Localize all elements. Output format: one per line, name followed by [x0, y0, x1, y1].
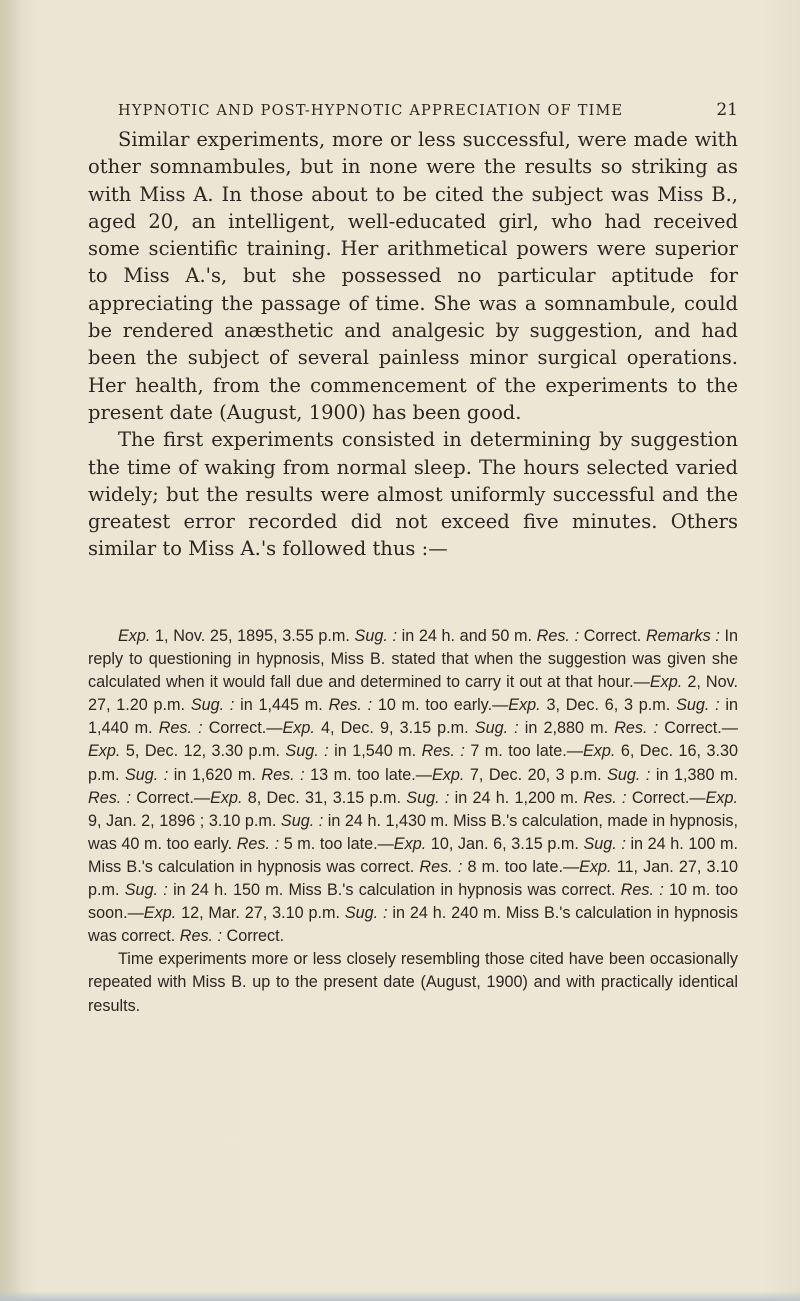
abbreviation: Exp.	[393, 834, 427, 853]
experiment-text: 5 m. too late.—	[279, 834, 394, 853]
experiment-text: Correct.—	[131, 788, 211, 807]
experiment-text: 5, Dec. 12, 3.30 p.m.	[120, 742, 286, 761]
experiment-text: Correct.—	[626, 788, 706, 807]
abbreviation: Remarks :	[645, 627, 720, 645]
experiment-text: 6, Dec. 16, 3.30 p.m.	[88, 742, 738, 784]
experiment-text: in 24 h. 1,430 m. Miss B.'s calculation, made in hypnosis, was 40 m. too early.	[88, 811, 738, 853]
abbreviation: Res. :	[614, 719, 659, 738]
abbreviation: Sug. :	[583, 834, 626, 853]
running-title: HYPNOTIC AND POST-HYPNOTIC APPRECIATION OF TIME	[118, 103, 624, 119]
abbreviation: Sug. :	[607, 765, 651, 784]
page-bottom-edge	[0, 1291, 800, 1301]
experiment-text: in 2,880 m.	[518, 719, 615, 738]
abbreviation: Exp.	[282, 719, 315, 738]
abbreviation: Exp.	[118, 627, 151, 645]
abbreviation: Res. :	[583, 788, 627, 807]
experiment-text: In reply to questioning in hypnosis, Miss B. stated that when the suggestion was given she calculated when it would fall due and determined to carry it out at that hour.—	[88, 627, 739, 692]
abbreviation: Res. :	[620, 881, 664, 900]
experiment-list	[88, 625, 738, 948]
experiment-text: 10 m. too soon.—	[88, 881, 739, 923]
abbreviation: Exp.	[649, 673, 683, 692]
abbreviation: Exp.	[210, 788, 243, 807]
page-shadow-left	[0, 0, 22, 1301]
abbreviation: Res. :	[88, 788, 132, 807]
experiment-text: in 1,445 m.	[234, 696, 329, 715]
abbreviation: Exp.	[508, 696, 541, 715]
abbreviation: Res. :	[261, 765, 305, 784]
abbreviation: Res. :	[158, 719, 203, 738]
experiment-text: in 24 h. 100 m. Miss B.'s calculation in hypnosis was correct.	[88, 834, 738, 876]
experiment-text: 12, Mar. 27, 3.10 p.m.	[176, 904, 345, 923]
experiment-text: Correct.	[222, 927, 285, 946]
experiment-text: 10, Jan. 6, 3.15 p.m.	[426, 834, 584, 853]
experiment-text: in 24 h. and 50 m.	[396, 627, 537, 645]
abbreviation: Exp.	[705, 788, 738, 807]
abbreviation: Sug. :	[285, 742, 329, 761]
abbreviation: Exp.	[582, 742, 616, 761]
experiment-text: 4, Dec. 9, 3.15 p.m.	[314, 719, 475, 738]
experiment-text: 8 m. too late.—	[462, 857, 580, 876]
paragraph: Similar experiments, more or less successful, were made with other somnambules, but in none were the results so striking as with Miss A. In those about to be cited the subject was Miss B., aged 20, an intelligent, well-educated girl, who had received some scientific training. Her arithmetical powers were superior to Miss A.'s, but she possessed no particular aptitude for appreciating the passage of time. She was a somnambule, could be rendered anæsthetic and analgesic by suggestion, and had been the subject of several painless minor surgical operations. Her health, from the commencement of the experiments to the present date (August, 1900) has been good.	[88, 128, 738, 424]
abbreviation: Sug. :	[474, 719, 519, 738]
experiment-text: 3, Dec. 6, 3 p.m.	[540, 696, 677, 715]
experiment-text: 7 m. too late.—	[464, 742, 583, 761]
experiment-text: 7, Dec. 20, 3 p.m.	[464, 765, 608, 784]
experiment-records	[88, 625, 738, 1018]
paragraph: The first experiments consisted in determining by suggestion the time of waking from normal sleep. The hours selected varied widely; but the results were almost uniformly successful and the greatest error recorded did not exceed five minutes. Others similar to Miss A.'s followed thus :—	[88, 428, 738, 561]
abbreviation: Sug. :	[190, 696, 235, 715]
experiment-text: Correct.—	[202, 719, 283, 738]
abbreviation: Sug. :	[124, 881, 168, 900]
abbreviation: Sug. :	[406, 788, 450, 807]
abbreviation: Res. :	[536, 627, 580, 645]
experiment-text: Correct.—	[658, 719, 738, 738]
experiment-text: 13 m. too late.—	[304, 765, 432, 784]
abbreviation: Exp.	[88, 742, 121, 761]
abbreviation: Sug. :	[354, 627, 397, 645]
abbreviation: Exp.	[431, 765, 465, 784]
abbreviation: Sug. :	[676, 696, 720, 715]
experiment-text: 9, Jan. 2, 1896 ; 3.10 p.m.	[88, 811, 281, 830]
experiment-text: in 24 h. 150 m. Miss B.'s calculation in hypnosis was correct.	[167, 881, 621, 900]
abbreviation: Res. :	[328, 696, 373, 715]
abbreviation: Exp.	[143, 904, 177, 923]
experiment-text: Correct.	[579, 627, 646, 645]
experiment-text: in 24 h. 1,200 m.	[449, 788, 584, 807]
experiment-text: 10 m. too early.—	[372, 696, 509, 715]
experiment-text: 11, Jan. 27, 3.10 p.m.	[88, 857, 739, 900]
experiment-text: 2, Nov. 27, 1.20 p.m.	[88, 673, 738, 715]
abbreviation: Res. :	[419, 857, 463, 876]
abbreviation: Exp.	[579, 857, 612, 876]
closing-paragraph: Time experiments more or less closely resembling those cited have been occasionally repeated with Miss B. up to the present date (August, 1900) and with practically identical results.	[88, 950, 738, 1015]
abbreviation: Sug. :	[280, 811, 324, 830]
experiment-text: in 1,380 m.	[650, 765, 738, 784]
abbreviation: Res. :	[421, 742, 465, 761]
experiment-text: in 1,440 m.	[88, 696, 739, 738]
main-text	[88, 126, 738, 563]
page-number: 21	[716, 100, 738, 120]
abbreviation: Sug. :	[344, 904, 388, 923]
abbreviation: Sug. :	[124, 765, 169, 784]
experiment-text: in 24 h. 240 m. Miss B.'s calculation in hypnosis was correct.	[88, 904, 739, 946]
experiment-text: in 1,540 m.	[328, 742, 422, 761]
abbreviation: Res. :	[179, 927, 223, 946]
experiment-text: 8, Dec. 31, 3.15 p.m.	[242, 788, 407, 807]
abbreviation: Res. :	[236, 834, 280, 853]
experiment-text: 1, Nov. 25, 1895, 3.55 p.m.	[150, 627, 355, 645]
running-header	[118, 100, 738, 120]
experiment-text: in 1,620 m.	[168, 765, 262, 784]
